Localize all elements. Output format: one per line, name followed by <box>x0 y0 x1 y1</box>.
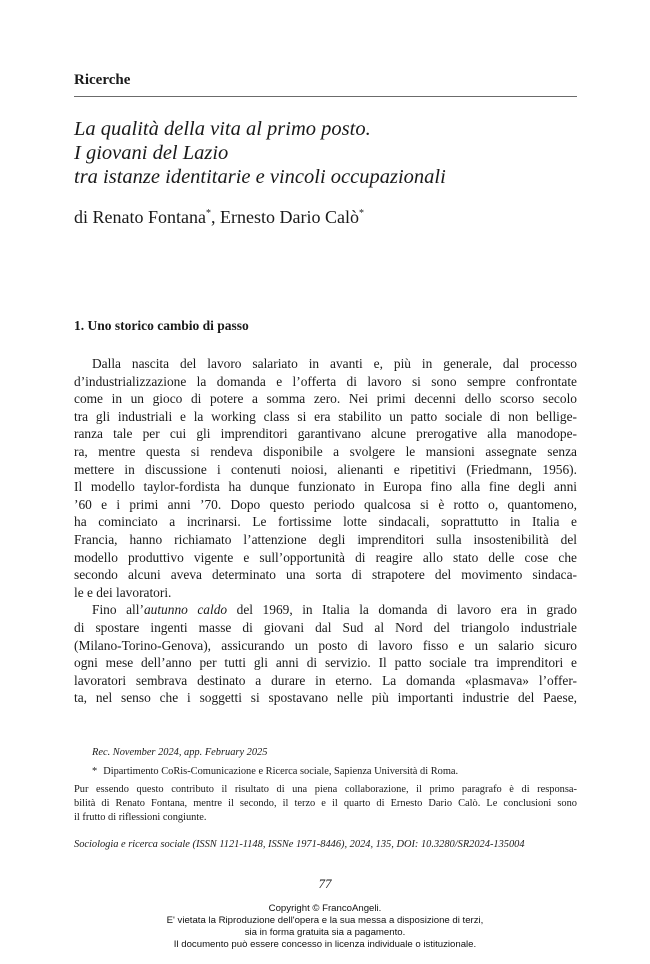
footnote-marker: * <box>92 766 98 777</box>
body-line: Francia, hanno richiamato l’attenzione degli imprenditori sulla insostenibilità del <box>74 531 577 547</box>
copyright-line: Copyright © FrancoAngeli. <box>268 903 382 914</box>
footnote-marker: * <box>358 208 364 219</box>
header-rule <box>74 96 577 97</box>
title-line: La qualità della vita al primo posto. <box>74 118 371 140</box>
body-line: ta, nel senso che i soggetti si spostavano nelle più importanti industrie del Paese, <box>74 690 577 706</box>
body-line: Dalla nascita del lavoro salariato in avanti e, più in generale, dal processo <box>92 356 577 371</box>
italic-term: autunno caldo <box>143 602 228 618</box>
body-line: (Milano-Torino-Genova), assicurando un posto di lavoro fisso e un salario sicuro <box>74 637 577 653</box>
body-line: come in un gioco di potere a somma zero. Nei primi decenni dello scorso secolo <box>74 391 577 407</box>
copyright-line: E' vietata la Riproduzione dell'opera e la sua messa a disposizione di terzi, <box>166 915 484 926</box>
body-text-span: Fino all’ <box>92 602 144 618</box>
body-line: ogni mese dell’anno per tutti gli anni di servizio. Il patto sociale tra imprenditori e <box>74 655 577 671</box>
body-line: secondo alcuni aveva determinato una sorta di strapotere del movimento sindaca- <box>74 567 577 583</box>
body-text-span: del 1969, in Italia la domanda di lavoro era in grado <box>227 602 577 618</box>
body-line: d’industrializzazione la domanda e l’offerta di lavoro si sono sempre confrontate <box>74 373 577 389</box>
body-line: ranza tale per cui gli imprenditori garantivano alcune prerogative alla manodope- <box>74 426 577 442</box>
title-line: tra istanze identitarie e vincoli occupazionali <box>74 166 446 188</box>
author-separator: , <box>210 207 220 227</box>
article-title <box>74 117 594 189</box>
section-label: Ricerche <box>74 72 131 88</box>
author-line <box>74 207 364 228</box>
body-line: di spostare ingenti masse di giovani dal Sud al Nord del triangolo industriale <box>74 619 577 635</box>
body-line: ra, mentre questa si rendeva disponibile a svolgere le mansioni assegnate senza <box>74 443 577 459</box>
contribution-note <box>74 783 577 825</box>
author-affiliation <box>92 765 595 779</box>
body-text <box>74 355 577 707</box>
body-line: lavoratori sembrava destinato a durare in eterno. La domanda «plasmava» l’offer- <box>74 672 577 688</box>
author-name: di Renato Fontana <box>74 207 206 227</box>
title-line: I giovani del Lazio <box>74 142 229 164</box>
note-line: bilità di Renato Fontana, mentre il secondo, il terzo e il quarto di Ernesto Dario Calò. Le conclusioni sono <box>74 798 577 809</box>
body-line: tra gli industriali e la working class si era stabilito un patto sociale di non bellige- <box>74 408 577 424</box>
section-heading: 1. Uno storico cambio di passo <box>74 318 249 333</box>
author-name: Ernesto Dario Calò <box>219 207 359 227</box>
body-line: ’60 e i primi anni ’70. Dopo questo periodo qualcosa si è rotto o, quantomeno, <box>74 496 577 512</box>
page-number: 77 <box>318 876 332 891</box>
journal-citation: Sociologia e ricerca sociale (ISSN 1121-1148, ISSNe 1971-8446), 2024, 135, DOI: 10.3280/SR2024-135004 <box>74 839 525 850</box>
affiliation-text: Dipartimento CoRis-Comunicazione e Ricerca sociale, Sapienza Università di Roma. <box>103 766 459 777</box>
copyright-line: Il documento può essere concesso in licenza individuale o istituzionale. <box>173 939 477 950</box>
body-line: Il modello taylor-fordista ha dunque funzionato in Europa fino alla fine degli anni <box>74 479 577 495</box>
body-line: ha cominciato a incrinarsi. Le fortissime lotte sindacali, soprattutto in Italia e <box>74 514 577 530</box>
body-line: le e dei lavoratori. <box>74 584 172 600</box>
received-date: Rec. November 2024, app. February 2025 <box>92 747 268 758</box>
body-line <box>74 601 577 619</box>
copyright-notice <box>0 903 650 951</box>
footnote-marker: * <box>205 208 211 219</box>
body-line: mettere in discussione i contenuti noiosi, alienanti e ripetitivi (Friedmann, 1956). <box>74 461 577 477</box>
note-line: Pur essendo questo contributo il risultato di una piena collaborazione, il primo paragrafo è di responsa- <box>74 784 577 795</box>
note-line: il frutto di riflessioni congiunte. <box>74 812 207 823</box>
body-line: modello produttivo vigente e sull’opportunità di reagire allo stato delle cose che <box>74 549 577 565</box>
copyright-line: sia in forma gratuita sia a pagamento. <box>244 927 406 938</box>
